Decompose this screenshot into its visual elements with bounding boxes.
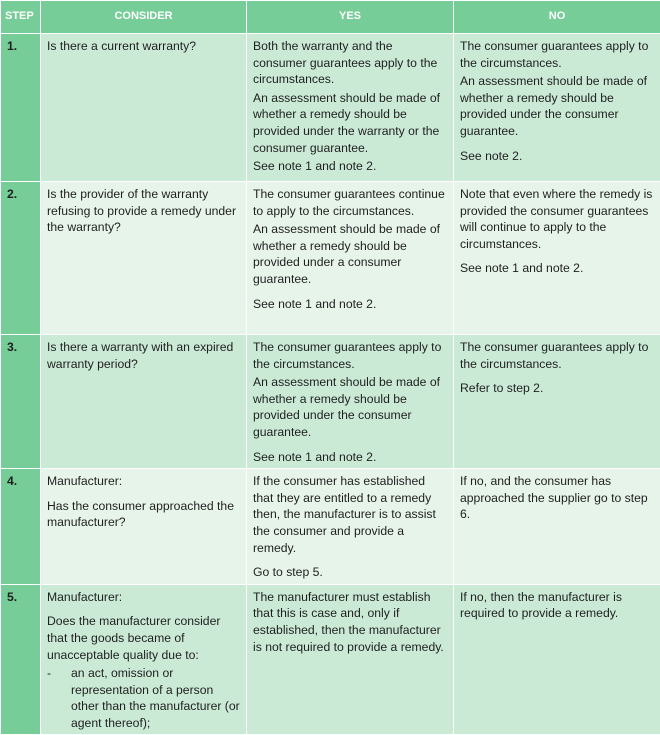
no-cell [454,34,660,182]
no-cell [454,469,660,585]
header-yes: YES [247,1,454,34]
no-text: The consumer guarantees apply to the circumstances. [460,339,654,372]
yes-cell [247,469,454,585]
yes-text: The consumer guarantees apply to the circumstances. [253,339,447,372]
consider-text: Is there a current warranty? [47,38,240,55]
consider-list [47,665,240,731]
step-number: 1. [1,34,41,182]
no-cell [454,335,660,469]
consider-text: Does the manufacturer consider that the goods became of unacceptable quality due to: [47,613,240,663]
no-text: An assessment should be made of whether a remedy should be provided under the consumer guarantee. [460,73,654,139]
consider-cell [41,469,247,585]
step-number: 3. [1,335,41,469]
step-number: 5. [1,584,41,735]
yes-cell [247,584,454,735]
consider-text: Is there a warranty with an expired warranty period? [47,339,240,372]
yes-text: An assessment should be made of whether a remedy should be provided under a consumer guarantee. [253,221,447,287]
yes-cell [247,182,454,335]
yes-text: Both the warranty and the consumer guarantees apply to the circumstances. [253,38,447,88]
no-text: See note 2. [460,148,654,165]
no-text: If no, then the manufacturer is required to provide a remedy. [460,589,654,622]
yes-text: See note 1 and note 2. [253,158,447,175]
table-header-row [1,1,660,34]
consider-text: Has the consumer approached the manufacturer? [47,498,240,531]
no-cell [454,584,660,735]
no-cell [454,182,660,335]
yes-text: An assessment should be made of whether a remedy should be provided under the consumer guarantee. [253,374,447,440]
consider-text: Manufacturer: [47,473,240,490]
yes-text: The manufacturer must establish that this is case and, only if established, then the manufacturer is not required to provide a remedy. [253,589,447,655]
yes-text: See note 1 and note 2. [253,296,447,313]
yes-text: Go to step 5. [253,564,447,581]
consider-cell [41,335,247,469]
dash-marker: - [47,665,51,682]
step-number: 4. [1,469,41,585]
list-item-text: an act, omission or representation of a person other than the manufacturer (or agent thereof); [71,666,240,730]
yes-text: See note 1 and note 2. [253,449,447,466]
table-row [1,469,660,585]
no-text: Refer to step 2. [460,380,654,397]
yes-text: If the consumer has established that they are entitled to a remedy then, the manufacturer is to assist the consumer and provide a remedy. [253,473,447,556]
step-number: 2. [1,182,41,335]
consider-cell [41,34,247,182]
table-row [1,34,660,182]
no-text: The consumer guarantees apply to the circumstances. [460,38,654,71]
consider-cell [41,584,247,735]
no-text: Note that even where the remedy is provided the consumer guarantees will continue to apply to the circumstances. [460,186,654,252]
consider-text: Is the provider of the warranty refusing to provide a remedy under the warranty? [47,186,240,236]
header-step: STEP [1,1,41,34]
no-text: See note 1 and note 2. [460,260,654,277]
yes-text: An assessment should be made of whether a remedy should be provided under the warranty or the consumer guarantee. [253,90,447,156]
no-text: If no, and the consumer has approached the supplier go to step 6. [460,473,654,523]
yes-cell [247,34,454,182]
table-row [1,335,660,469]
header-no: NO [454,1,660,34]
table-row [1,584,660,735]
consider-cell [41,182,247,335]
yes-cell [247,335,454,469]
header-consider: CONSIDER [41,1,247,34]
table-row [1,182,660,335]
list-item [47,665,240,731]
yes-text: The consumer guarantees continue to apply to the circumstances. [253,186,447,219]
consider-text: Manufacturer: [47,589,240,606]
